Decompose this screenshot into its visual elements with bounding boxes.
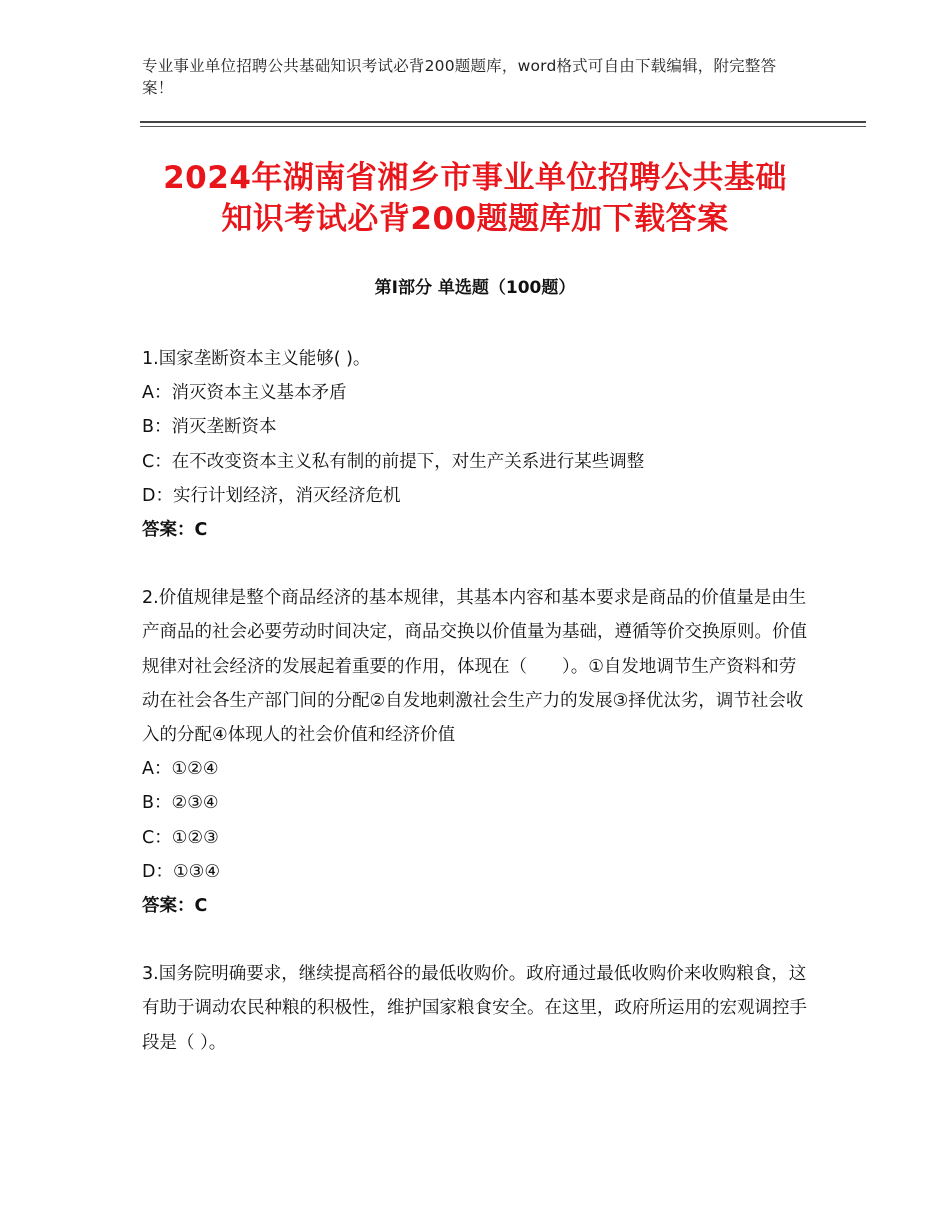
question-option: C：①②③ xyxy=(142,827,219,848)
header-divider-thick xyxy=(140,121,866,123)
question-option: A：①②④ xyxy=(142,759,219,780)
question-option: C：在不改变资本主义私有制的前提下，对生产关系进行某些调整 xyxy=(142,451,645,472)
question-option: D：①③④ xyxy=(142,861,221,882)
question-spacer xyxy=(142,923,812,957)
question-1 xyxy=(142,342,812,547)
question-list xyxy=(142,342,812,1060)
question-option: A：消灭资本主义基本矛盾 xyxy=(142,383,347,404)
document-title xyxy=(100,158,850,240)
question-answer: 答案：C xyxy=(142,520,208,541)
question-option: D：实行计划经济，消灭经济危机 xyxy=(142,485,401,506)
section-title: 第Ⅰ部分 单选题（100题） xyxy=(374,278,576,298)
header-divider-thin xyxy=(140,126,866,127)
question-spacer xyxy=(142,547,812,581)
question-stem: 3.国务院明确要求，继续提高稻谷的最低收购价。政府通过最低收购价来收购粮食，这有助于调动农民种粮的积极性，维护国家粮食安全。在这里，政府所运用的宏观调控手段是（ ）。 xyxy=(142,964,807,1053)
question-3 xyxy=(142,957,812,1060)
document-title-line-2: 知识考试必背200题题库加下载答案 xyxy=(221,201,729,237)
document-title-line-1: 2024年湖南省湘乡市事业单位招聘公共基础 xyxy=(163,160,787,196)
question-option: B：消灭垄断资本 xyxy=(142,417,277,438)
question-option: B：②③④ xyxy=(142,793,219,814)
question-2 xyxy=(142,581,812,923)
question-stem: 1.国家垄断资本主义能够( )。 xyxy=(142,349,371,369)
question-answer: 答案：C xyxy=(142,896,208,917)
header-note: 专业事业单位招聘公共基础知识考试必背200题题库，word格式可自由下载编辑，附完整答案！ xyxy=(142,57,777,97)
question-stem: 2.价值规律是整个商品经济的基本规律，其基本内容和基本要求是商品的价值量是由生产商品的社会必要劳动时间决定，商品交换以价值量为基础，遵循等价交换原则。价值规律对社会经济的发展起着重要的作用，体现在（ ）。①自发地调节生产资料和劳动在社会各生产部门间的分配②自发地刺激社会生产力的发展③择优汰劣，调节社会收入的分配④体现人的社会价值和经济价值 xyxy=(142,588,807,746)
